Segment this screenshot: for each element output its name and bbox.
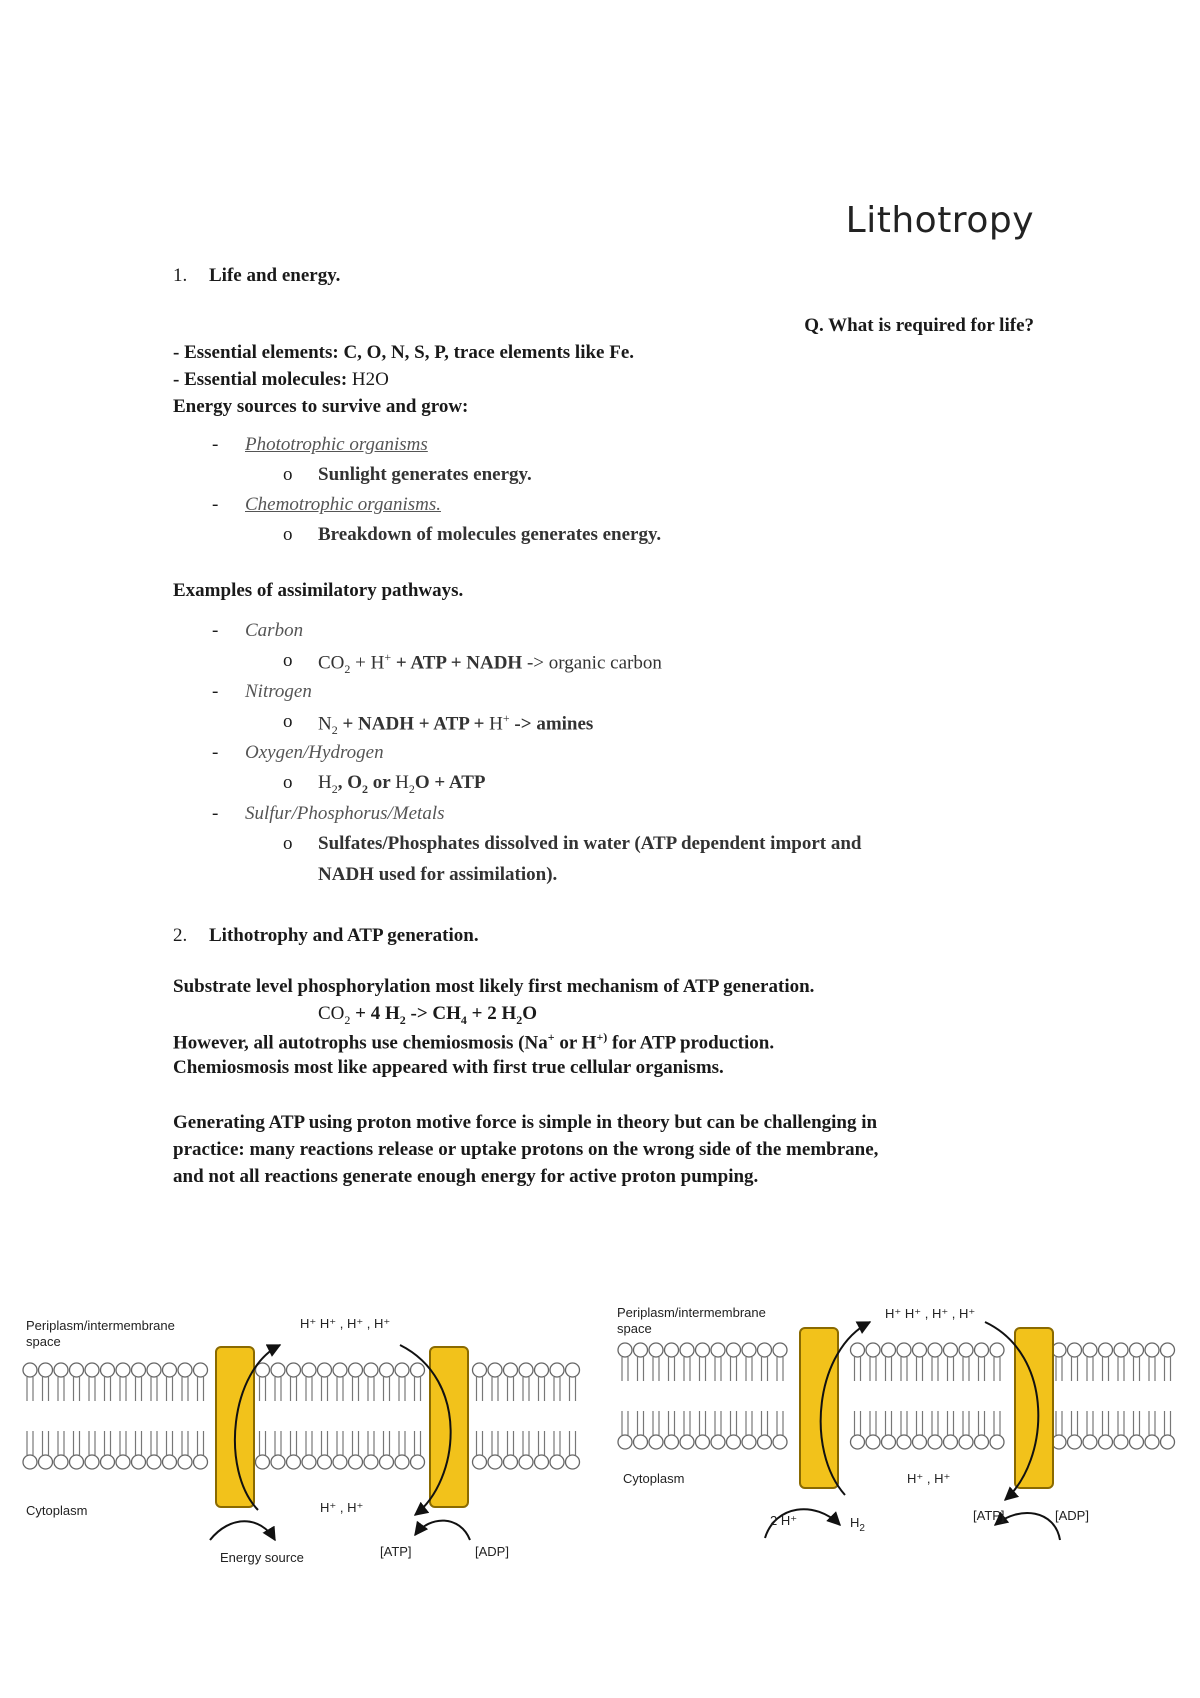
phospholipid-head <box>975 1435 989 1449</box>
periplasm-label-2: space <box>26 1334 61 1349</box>
phospholipid-head <box>287 1455 301 1469</box>
dash-bullet: - <box>212 803 219 824</box>
section1-number: 1. <box>173 265 188 286</box>
cytoplasm-label: Cytoplasm <box>623 1471 685 1486</box>
phospholipid-head <box>318 1455 332 1469</box>
hydrogenase-protein <box>800 1328 838 1488</box>
phospholipid-head <box>256 1455 270 1469</box>
phospholipid-head <box>147 1363 161 1377</box>
phospholipid-head <box>1161 1343 1175 1357</box>
phospholipid-head <box>773 1343 787 1357</box>
phospholipid-head <box>85 1455 99 1469</box>
bottom-protons-label: H⁺ , H⁺ <box>320 1500 364 1515</box>
phospholipid-head <box>1083 1435 1097 1449</box>
phospholipid-head <box>70 1455 84 1469</box>
phospholipid-head <box>959 1435 973 1449</box>
phospholipid-head <box>742 1343 756 1357</box>
membrane-diagram-energy-source <box>20 1300 590 1570</box>
sulfur-label: Sulfur/Phosphorus/Metals <box>245 803 445 824</box>
phospholipid-head <box>1130 1343 1144 1357</box>
two-protons-label: 2 H⁺ <box>770 1513 798 1528</box>
phospholipid-head <box>54 1455 68 1469</box>
phospholipid-head <box>163 1455 177 1469</box>
phospholipid-head <box>1052 1343 1066 1357</box>
circle-bullet: o <box>283 650 293 671</box>
phospholipid-head <box>550 1363 564 1377</box>
phospholipid-head <box>975 1343 989 1357</box>
phospholipid-head <box>866 1343 880 1357</box>
atp-label: [ATP] <box>380 1544 412 1559</box>
phospholipid-head <box>147 1455 161 1469</box>
phospholipid-head <box>758 1435 772 1449</box>
sulfur-detail-2: NADH used for assimilation). <box>318 864 558 885</box>
phospholipid-head <box>473 1455 487 1469</box>
phospholipid-head <box>132 1455 146 1469</box>
phospholipid-head <box>380 1363 394 1377</box>
section2-p2-line1: Generating ATP using proton motive force is simple in theory but can be challenging in <box>173 1112 878 1133</box>
phospholipid-head <box>727 1435 741 1449</box>
chemotrophic-label: Chemotrophic organisms. <box>245 494 441 515</box>
phospholipid-head <box>944 1435 958 1449</box>
phospholipid-head <box>519 1363 533 1377</box>
page-title: Lithotropy <box>845 200 1034 241</box>
phospholipid-head <box>194 1363 208 1377</box>
phospholipid-head <box>23 1363 37 1377</box>
phospholipid-head <box>1145 1343 1159 1357</box>
phospholipid-head <box>85 1363 99 1377</box>
phospholipid-head <box>1099 1343 1113 1357</box>
section2-p1-line1: Substrate level phosphorylation most likely first mechanism of ATP generation. <box>173 976 815 997</box>
phospholipid-head <box>944 1343 958 1357</box>
phospholipid-head <box>711 1435 725 1449</box>
phospholipid-head <box>132 1363 146 1377</box>
periplasm-label: Periplasm/intermembrane <box>617 1305 766 1320</box>
phospholipid-head <box>302 1363 316 1377</box>
phospholipid-head <box>271 1455 285 1469</box>
phospholipid-head <box>727 1343 741 1357</box>
phospholipid-head <box>711 1343 725 1357</box>
phospholipid-head <box>1114 1435 1128 1449</box>
phospholipid-head <box>913 1435 927 1449</box>
top-protons-label: H⁺ H⁺ , H⁺ , H⁺ <box>300 1316 391 1331</box>
atp-arrow <box>995 1513 1060 1540</box>
phospholipid-head <box>758 1343 772 1357</box>
chemotrophic-detail: Breakdown of molecules generates energy. <box>318 524 662 545</box>
dash-bullet: - <box>212 434 219 455</box>
phospholipid-head <box>504 1363 518 1377</box>
phospholipid-head <box>473 1363 487 1377</box>
membrane-bilayer <box>23 1363 580 1469</box>
carbon-reaction: $CO_2 + H^+$ + ATP + NADH -> organic carbon <box>318 650 662 677</box>
chemiosmosis-text-b: or H <box>554 1032 597 1054</box>
phospholipid-head <box>990 1435 1004 1449</box>
phospholipid-head <box>566 1363 580 1377</box>
circle-bullet: o <box>283 524 293 545</box>
bottom-protons-label: H⁺ , H⁺ <box>907 1471 951 1486</box>
phospholipid-head <box>318 1363 332 1377</box>
essential-elements: - Essential elements: C, O, N, S, P, trace elements like Fe. <box>173 342 635 363</box>
phospholipid-head <box>54 1363 68 1377</box>
phospholipid-head <box>116 1363 130 1377</box>
phospholipid-head <box>897 1343 911 1357</box>
dash-bullet: - <box>212 620 219 641</box>
section2-heading-text: Lithotrophy and ATP generation. <box>209 925 479 946</box>
nitrogen-label: Nitrogen <box>245 681 312 702</box>
phospholipid-head <box>696 1343 710 1357</box>
carbon-label: Carbon <box>245 620 304 641</box>
atp-label: [ATP] <box>973 1508 1005 1523</box>
phospholipid-head <box>634 1435 648 1449</box>
methanogenesis-equation: $CO_2 + 4$ $H_2 -> CH_4 + 2$ $H_2O$ <box>318 1003 538 1027</box>
circle-bullet: o <box>283 464 293 485</box>
chemiosmosis-text-a: However, all autotrophs use chemiosmosis (Na <box>173 1032 548 1054</box>
question: Q. What is required for life? <box>804 315 1034 336</box>
phospholipid-head <box>364 1455 378 1469</box>
oxygen-hydrogen-reaction: $H_2$, $O_2$ or $H_2O$ + ATP <box>318 772 486 796</box>
section2-p1-line3: However, all autotrophs use chemiosmosis (Na+ or H+) for ATP production. <box>173 1030 775 1054</box>
phospholipid-head <box>271 1363 285 1377</box>
phospholipid-head <box>634 1343 648 1357</box>
phospholipid-head <box>680 1435 694 1449</box>
section2-number: 2. <box>173 925 188 946</box>
phospholipid-head <box>1052 1435 1066 1449</box>
phospholipid-head <box>618 1435 632 1449</box>
phospholipid-head <box>178 1455 192 1469</box>
phospholipid-head <box>665 1343 679 1357</box>
phospholipid-head <box>504 1455 518 1469</box>
circle-bullet: o <box>283 711 293 732</box>
top-protons-label: H⁺ H⁺ , H⁺ , H⁺ <box>885 1306 976 1321</box>
phospholipid-head <box>364 1363 378 1377</box>
phospholipid-head <box>194 1455 208 1469</box>
circle-bullet: o <box>283 772 293 793</box>
dash-bullet: - <box>212 494 219 515</box>
phospholipid-head <box>101 1363 115 1377</box>
phospholipid-head <box>742 1435 756 1449</box>
hydrogen-label <box>850 1515 865 1534</box>
chemiosmosis-text-c: for ATP production. <box>607 1032 775 1054</box>
phospholipid-head <box>70 1363 84 1377</box>
membrane-bilayer <box>618 1343 1175 1449</box>
energy-source-label: Energy source <box>220 1550 304 1565</box>
section2-p1-line4: Chemiosmosis most like appeared with first true cellular organisms. <box>173 1057 724 1078</box>
dash-bullet: - <box>212 742 219 763</box>
energy-heading: Energy sources to survive and grow: <box>173 396 469 417</box>
phospholipid-head <box>959 1343 973 1357</box>
phospholipid-head <box>913 1343 927 1357</box>
phospholipid-head <box>851 1435 865 1449</box>
phospholipid-head <box>665 1435 679 1449</box>
periplasm-label: Periplasm/intermembrane <box>26 1318 175 1333</box>
phospholipid-head <box>882 1343 896 1357</box>
phospholipid-head <box>519 1455 533 1469</box>
phospholipid-head <box>696 1435 710 1449</box>
phospholipid-head <box>333 1455 347 1469</box>
phospholipid-head <box>39 1363 53 1377</box>
section2-heading <box>173 925 479 947</box>
section1-heading-text: Life and energy. <box>209 265 341 286</box>
phospholipid-head <box>680 1343 694 1357</box>
phototrophic-label: Phototrophic organisms <box>245 434 428 455</box>
phospholipid-head <box>395 1455 409 1469</box>
phospholipid-head <box>1114 1343 1128 1357</box>
phospholipid-head <box>990 1343 1004 1357</box>
membrane-diagram-hydrogen <box>615 1300 1180 1560</box>
phototrophic-detail: Sunlight generates energy. <box>318 464 532 485</box>
phospholipid-head <box>163 1363 177 1377</box>
phospholipid-head <box>928 1435 942 1449</box>
phospholipid-head <box>566 1455 580 1469</box>
hydrogen-symbol: H <box>850 1515 860 1530</box>
phospholipid-head <box>1083 1343 1097 1357</box>
section1-heading <box>173 265 340 287</box>
section2-p2-line3: and not all reactions generate enough energy for active proton pumping. <box>173 1166 759 1187</box>
cytoplasm-label: Cytoplasm <box>26 1503 88 1518</box>
phospholipid-head <box>411 1455 425 1469</box>
phospholipid-head <box>287 1363 301 1377</box>
phospholipid-head <box>116 1455 130 1469</box>
dash-bullet: - <box>212 681 219 702</box>
phospholipid-head <box>535 1363 549 1377</box>
molecules-prefix: - Essential molecules: <box>173 369 352 390</box>
phospholipid-head <box>1068 1435 1082 1449</box>
phospholipid-head <box>851 1343 865 1357</box>
phospholipid-head <box>928 1343 942 1357</box>
phospholipid-head <box>349 1455 363 1469</box>
nitrogen-reaction: $N_2$ + NADH + ATP + H+ -> amines <box>318 711 594 738</box>
phospholipid-head <box>333 1363 347 1377</box>
oxygen-hydrogen-label: Oxygen/Hydrogen <box>245 742 384 763</box>
atp-arrow <box>415 1521 470 1540</box>
energy-arrow <box>210 1521 275 1540</box>
hydrogen-subscript: 2 <box>859 1523 865 1534</box>
phospholipid-head <box>773 1435 787 1449</box>
phospholipid-head <box>302 1455 316 1469</box>
sulfur-detail-1: Sulfates/Phosphates dissolved in water (ATP dependent import and <box>318 833 862 854</box>
phospholipid-head <box>380 1455 394 1469</box>
phospholipid-head <box>550 1455 564 1469</box>
phospholipid-head <box>488 1455 502 1469</box>
phospholipid-head <box>39 1455 53 1469</box>
assimilatory-heading: Examples of assimilatory pathways. <box>173 580 464 601</box>
phospholipid-head <box>649 1343 663 1357</box>
phospholipid-head <box>1145 1435 1159 1449</box>
phospholipid-head <box>395 1363 409 1377</box>
phospholipid-head <box>1099 1435 1113 1449</box>
section2-p2-line2: practice: many reactions release or uptake protons on the wrong side of the membrane, <box>173 1139 879 1160</box>
phospholipid-head <box>411 1363 425 1377</box>
periplasm-label-2: space <box>617 1321 652 1336</box>
phospholipid-head <box>618 1343 632 1357</box>
phospholipid-head <box>1130 1435 1144 1449</box>
phospholipid-head <box>349 1363 363 1377</box>
essential-molecules <box>173 369 389 391</box>
atp-synthase-protein <box>430 1347 468 1507</box>
phospholipid-head <box>882 1435 896 1449</box>
phospholipid-head <box>178 1363 192 1377</box>
phospholipid-head <box>649 1435 663 1449</box>
phospholipid-head <box>866 1435 880 1449</box>
adp-label: [ADP] <box>1055 1508 1089 1523</box>
phospholipid-head <box>1161 1435 1175 1449</box>
adp-label: [ADP] <box>475 1544 509 1559</box>
phospholipid-head <box>897 1435 911 1449</box>
molecules-value: H2O <box>351 369 389 390</box>
circle-bullet: o <box>283 833 293 854</box>
phospholipid-head <box>1068 1343 1082 1357</box>
phospholipid-head <box>101 1455 115 1469</box>
phospholipid-head <box>23 1455 37 1469</box>
phospholipid-head <box>488 1363 502 1377</box>
phospholipid-head <box>535 1455 549 1469</box>
